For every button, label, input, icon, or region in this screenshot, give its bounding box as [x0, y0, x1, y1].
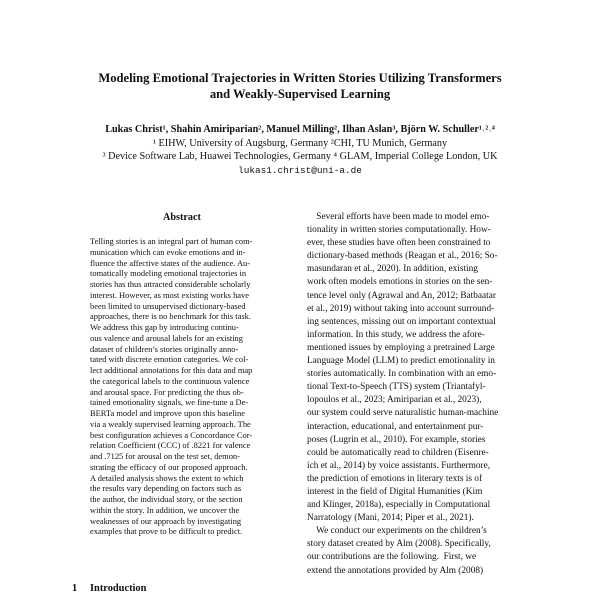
contact-email: lukas1.christ@uni-a.de — [238, 164, 362, 176]
abstract-line: the categorical labels to the continuous valence — [90, 375, 250, 386]
abstract-body — [90, 236, 280, 537]
body-text-line: We conduct our experiments on the children’s — [307, 526, 487, 537]
body-text-line: dictionary-based methods (Reagan et al., 2016; So- — [307, 251, 498, 262]
body-text-line: could be automatically read to children (Eisenre- — [307, 447, 489, 458]
abstract-line: via a weakly supervised learning approach. The — [90, 418, 251, 429]
body-text-line: interest in the field of Digital Humanities (Kim — [307, 486, 483, 497]
body-text-line: tionality in written stories computationally. How- — [307, 225, 491, 236]
abstract-line: tated with discrete emotion categories. We col- — [90, 354, 249, 365]
abstract-line: dataset of children’s stories originally anno- — [90, 343, 239, 354]
abstract-line: A detailed analysis shows the extent to which — [90, 472, 244, 483]
body-text-line: Narratology (Mani, 2014; Piper et al., 2021). — [307, 513, 474, 524]
body-text-line: extend the annotations provided by Alm (2008) — [307, 565, 484, 576]
abstract-line: munication which can evoke emotions and in- — [90, 246, 246, 257]
body-text-line: ich et al., 2014) by voice assistants. Furthermore, — [307, 460, 491, 471]
author-block — [30, 123, 570, 177]
affiliations-line-1: ¹ EIHW, University of Augsburg, Germany ²CHI, TU Munich, Germany — [152, 137, 448, 149]
body-text-line: lopoulos et al., 2023; Amiriparian et al., 2023), — [307, 395, 482, 406]
abstract-line: strating the efficacy of our proposed approach. — [90, 461, 248, 472]
body-text-line: et al., 2019) without taking into account surround- — [307, 303, 495, 314]
title-line-2: and Weakly-Supervised Learning — [209, 87, 391, 101]
abstract-line: weaknesses of our approach by investigating — [90, 515, 242, 526]
abstract-line: and arousal space. For predicting the thus ob- — [90, 386, 244, 397]
abstract-line: tomatically modeling emotional trajectories in — [90, 268, 247, 279]
title-line-1: Modeling Emotional Trajectories in Written Stories Utilizing Transformers — [98, 71, 502, 85]
body-text-line: and Klinger, 2018a), especially in Computational — [307, 500, 491, 511]
body-text-line: our system could serve naturalistic human-machine — [307, 408, 499, 419]
body-text-line: information. In this study, we address the afore- — [307, 329, 485, 340]
abstract-line: ous valence and arousal labels for an existing — [90, 332, 243, 343]
abstract-line: tained emotionality signals, we fine-tune a De- — [90, 397, 249, 408]
abstract-line: relation Coefficient (CCC) of .8221 for valence — [90, 440, 251, 451]
section-title: Introduction — [90, 583, 147, 594]
abstract-line: best configuration achieves a Concordance Cor- — [90, 429, 253, 440]
abstract-line: lect additional annotations for this data and map — [90, 365, 253, 375]
abstract-line: been limited to unsupervised dictionary-based — [90, 300, 246, 311]
section-heading — [72, 583, 146, 594]
abstract-line: and .7125 for arousal on the test set, demon- — [90, 451, 240, 461]
author-names: Lukas Christ¹, Shahin Amiriparian², Manuel Milling², Ilhan Aslan³, Björn W. Schuller¹˒²˒⁴ — [105, 124, 495, 135]
body-text-line: stories automatically. In combination with an emo- — [307, 369, 497, 380]
body-text-line: Language Model (LLM) to predict emotionality in — [307, 356, 495, 367]
body-text-line: poses (Lugrin et al., 2010). For example, stories — [307, 434, 486, 445]
body-text-line: our contributions are the following. First, we — [307, 552, 477, 563]
abstract-line: the results vary depending on factors such as — [90, 483, 242, 494]
right-column-text — [307, 211, 541, 578]
body-text-line: mentioned issues by employing a pretrained Large — [307, 342, 495, 353]
body-text-line: story dataset created by Alm (2008). Specifically, — [307, 539, 491, 550]
section-number: 1 — [72, 583, 78, 594]
body-text-line: the prediction of emotions in literary texts is of — [307, 473, 483, 484]
body-text-line: tional Text-to-Speech (TTS) system (Triantafyl- — [307, 382, 486, 393]
abstract-line: within the story. In addition, we uncover the — [90, 504, 240, 515]
abstract-line: Telling stories is an integral part of human com- — [90, 236, 253, 246]
abstract-line: fluence the affective states of the audience. Au- — [90, 257, 251, 268]
abstract-line: the author, the individual story, or the section — [90, 494, 243, 504]
abstract-line: approaches, there is no benchmark for this task. — [90, 311, 251, 322]
body-text-line: ever, these studies have often been constrained to — [307, 238, 491, 249]
abstract-line: We address this gap by introducing continu- — [90, 322, 239, 332]
body-text-line: Several efforts have been made to model emo- — [307, 212, 490, 222]
abstract-heading: Abstract — [163, 212, 201, 223]
abstract-line: stories has thus attracted considerable scholarly — [90, 279, 251, 289]
affiliations-line-2: ³ Device Software Lab, Huawei Technologies, Germany ⁴ GLAM, Imperial College London, UK — [102, 151, 498, 162]
abstract-line: interest. However, as most existing works have — [90, 289, 250, 300]
paper-title — [40, 70, 560, 102]
body-text-line: tence level only (Agrawal and An, 2012; Batbaatar — [307, 290, 496, 301]
body-text-line: work often models emotions in stories on the sen- — [307, 277, 493, 288]
abstract-line: examples that prove to be difficult to predict. — [90, 526, 243, 537]
abstract-line: BERTa model and improve upon this baseline — [90, 408, 245, 418]
body-text-line: interaction, educational, and entertainment pur- — [307, 421, 484, 432]
body-text-line: masundaran et al., 2020). In addition, existing — [307, 264, 478, 275]
body-text-line: ing sentences, missing out on important contextual — [307, 316, 496, 327]
